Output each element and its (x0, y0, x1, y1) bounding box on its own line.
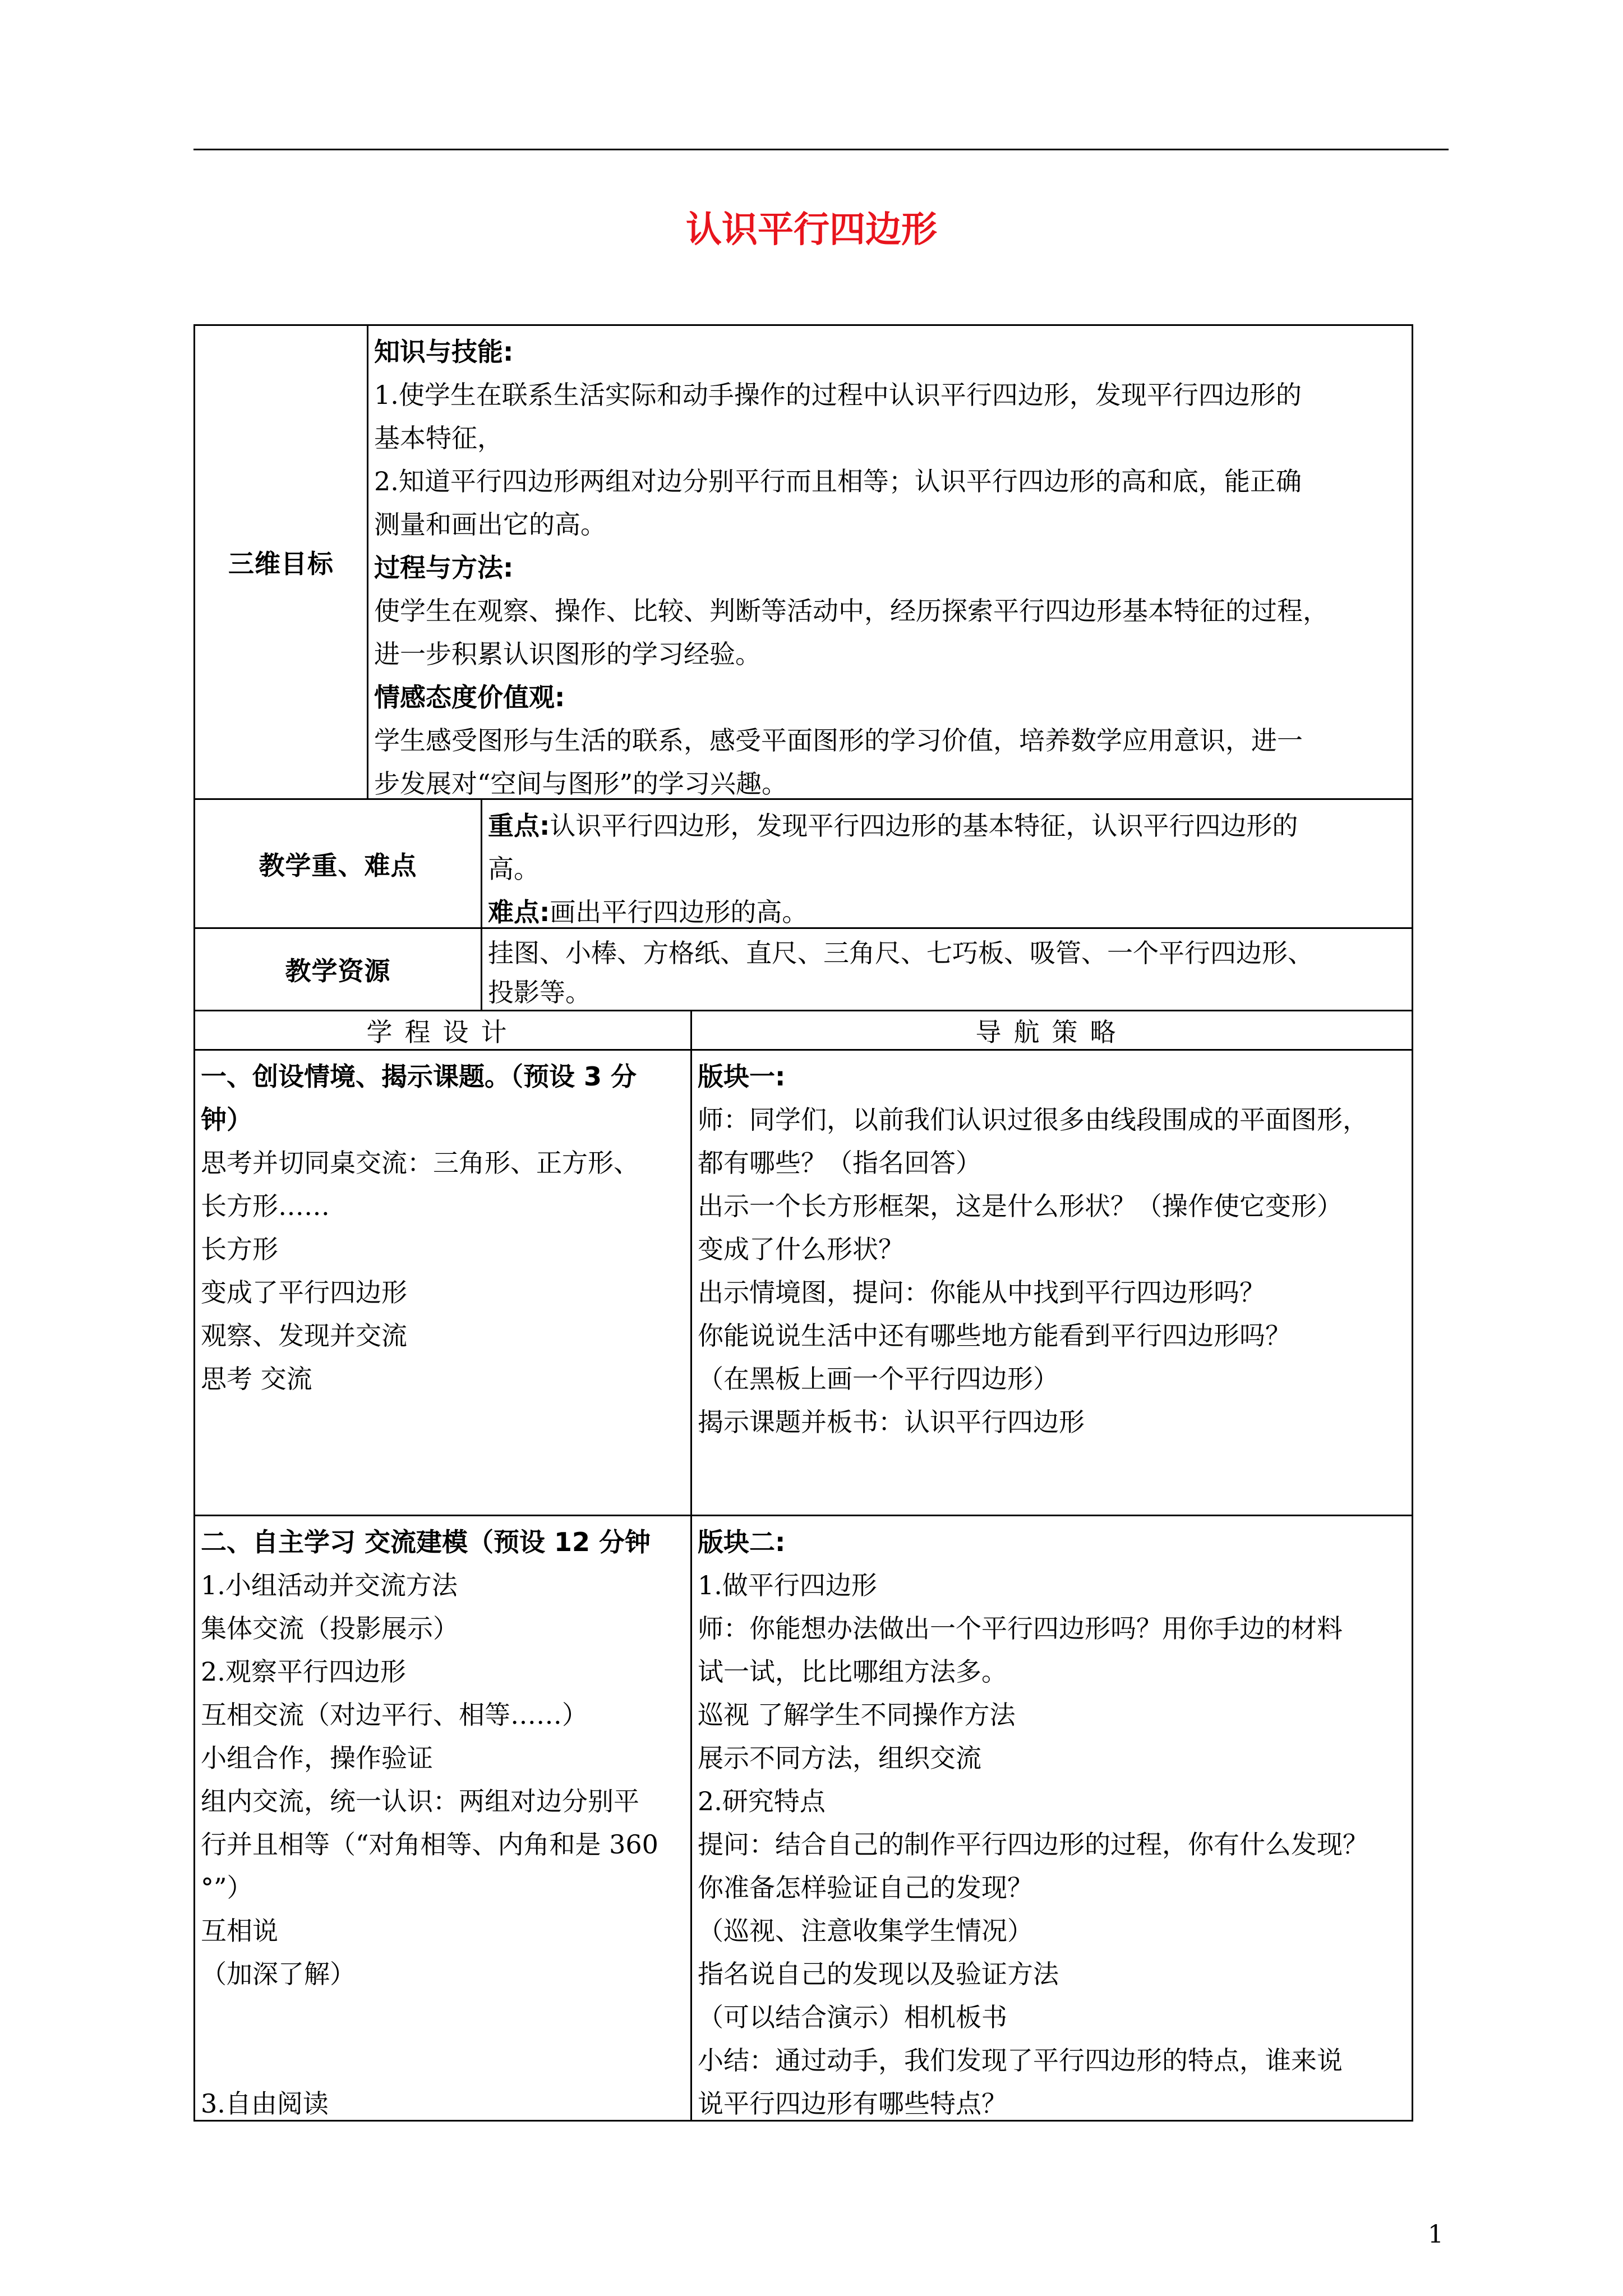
key-points-label-cell (193, 798, 482, 929)
section1-right-line: （在黑板上画一个平行四边形） (698, 1364, 1059, 1394)
section2-right-line: 2.研究特点 (698, 1786, 826, 1816)
section2-right-line: 巡视 了解学生不同操作方法 (698, 1700, 1016, 1730)
spacer (201, 2039, 687, 2082)
process-line: 进一步积累认识图形的学习经验。 (374, 639, 761, 669)
section1-right-heading: 版块一: (698, 1061, 786, 1092)
key-points-label: 教学重、难点 (259, 850, 417, 881)
section1-right-line: 出示一个长方形框架，这是什么形状？（操作使它变形） (698, 1191, 1343, 1221)
section2-right-heading: 版块二: (698, 1527, 786, 1557)
process-heading: 过程与方法: (374, 553, 514, 583)
section1-heading-cont: 钟） (201, 1105, 252, 1135)
key-points-content-cell (481, 798, 1413, 929)
section1-left-line: 长方形 (201, 1234, 278, 1264)
key-point-label: 重点: (488, 811, 550, 841)
goals-label: 三维目标 (228, 549, 334, 579)
key-point-line (488, 804, 1408, 848)
section2-left-cell (193, 1515, 692, 2122)
difficult-point-label: 难点: (488, 897, 550, 927)
section1-left-line: 长方形…… (201, 1191, 330, 1221)
goals-content-cell (367, 324, 1413, 800)
section2-right-line: 你准备怎样验证自己的发现？ (698, 1872, 1033, 1903)
document-title: 认识平行四边形 (686, 209, 937, 251)
section2-left-line: （加深了解） (201, 1959, 356, 1989)
section2-left-line: 小组合作，操作验证 (201, 1743, 433, 1773)
section1-left-line: 思考并切同桌交流：三角形、正方形、 (201, 1148, 639, 1178)
difficult-point-text: 画出平行四边形的高。 (550, 897, 808, 927)
column-header-right-text: 导航策略 (975, 1016, 1128, 1047)
section2-left-line: 集体交流（投影展示） (201, 1613, 459, 1644)
column-header-left (193, 1010, 692, 1051)
section2-right-line: 说平行四边形有哪些特点？ (698, 2088, 1007, 2119)
section1-left-line: 观察、发现并交流 (201, 1320, 407, 1351)
section2-right-cell (690, 1515, 1413, 2122)
section2-right-line: （巡视、注意收集学生情况） (698, 1916, 1033, 1946)
section1-right-line: 你能说说生活中还有哪些地方能看到平行四边形吗？ (698, 1320, 1291, 1351)
resources-content-cell (481, 927, 1413, 1011)
section1-right-line: 师：同学们，以前我们认识过很多由线段围成的平面图形， (698, 1105, 1368, 1135)
section1-left-line: 变成了平行四边形 (201, 1277, 407, 1308)
section2-right-line: 指名说自己的发现以及验证方法 (698, 1959, 1059, 1989)
section2-heading: 二、自主学习 交流建模（预设 12 分钟 (201, 1527, 651, 1557)
section2-right-line: 展示不同方法，组织交流 (698, 1743, 981, 1773)
section2-right-line: 试一试，比比哪组方法多。 (698, 1657, 1007, 1687)
section1-right-line: 都有哪些？（指名回答） (698, 1148, 981, 1178)
knowledge-heading: 知识与技能: (374, 337, 514, 367)
section2-left-line: 组内交流，统一认识：两组对边分别平 (201, 1786, 639, 1816)
section1-left-line: 思考 交流 (201, 1364, 312, 1394)
section2-right-line: 小结：通过动手，我们发现了平行四边形的特点，谁来说 (698, 2045, 1343, 2076)
spacer (201, 1996, 687, 2039)
process-line: 使学生在观察、操作、比较、判断等活动中，经历探索平行四边形基本特征的过程， (374, 596, 1329, 626)
knowledge-line: 测量和画出它的高。 (374, 509, 606, 540)
section2-left-line: 2.观察平行四边形 (201, 1657, 406, 1687)
goals-label-cell (193, 324, 368, 800)
page-number: 1 (1428, 2220, 1444, 2249)
column-header-right (690, 1010, 1413, 1051)
resources-label-cell (193, 927, 482, 1011)
difficult-point-line (488, 891, 1408, 929)
key-point-line-2: 高。 (488, 854, 540, 884)
section2-left-line: 互相交流（对边平行、相等……） (201, 1700, 588, 1730)
emotion-line: 步发展对“空间与图形”的学习兴趣。 (374, 769, 788, 799)
resources-line: 投影等。 (488, 977, 591, 1007)
resources-line: 挂图、小棒、方格纸、直尺、三角尺、七巧板、吸管、一个平行四边形、 (488, 938, 1313, 968)
section1-left-cell (193, 1049, 692, 1516)
section1-right-line: 揭示课题并板书：认识平行四边形 (698, 1407, 1085, 1437)
section1-right-cell (690, 1049, 1413, 1516)
section2-right-line: （可以结合演示）相机板书 (698, 2002, 1007, 2032)
section2-left-line: 行并且相等（“对角相等、内角和是 360 (201, 1829, 658, 1860)
section2-left-line: °”） (201, 1872, 253, 1903)
resources-label: 教学资源 (285, 956, 391, 986)
key-point-text: 认识平行四边形，发现平行四边形的基本特征，认识平行四边形的 (550, 811, 1298, 841)
section1-right-line: 变成了什么形状？ (698, 1234, 904, 1264)
knowledge-line: 1.使学生在联系生活实际和动手操作的过程中认识平行四边形，发现平行四边形的 (374, 380, 1302, 410)
section1-right-line: 出示情境图，提问：你能从中找到平行四边形吗？ (698, 1277, 1265, 1308)
header-rule (193, 149, 1449, 150)
knowledge-line: 基本特征， (374, 423, 503, 453)
knowledge-line: 2.知道平行四边形两组对边分别平行而且相等；认识平行四边形的高和底，能正确 (374, 466, 1302, 496)
section2-left-last: 3.自由阅读 (201, 2088, 329, 2119)
section2-right-line: 提问：结合自己的制作平行四边形的过程，你有什么发现？ (698, 1829, 1368, 1860)
section2-right-line: 1.做平行四边形 (698, 1570, 877, 1600)
emotion-line: 学生感受图形与生活的联系，感受平面图形的学习价值，培养数学应用意识，进一 (374, 725, 1303, 756)
section2-right-line: 师：你能想办法做出一个平行四边形吗？用你手边的材料 (698, 1613, 1343, 1644)
section2-left-line: 互相说 (201, 1916, 278, 1946)
emotion-heading: 情感态度价值观: (374, 682, 565, 712)
section1-heading: 一、创设情境、揭示课题。（预设 3 分 (201, 1061, 637, 1092)
section2-left-line: 1.小组活动并交流方法 (201, 1570, 458, 1600)
column-header-left-text: 学程设计 (366, 1016, 519, 1047)
